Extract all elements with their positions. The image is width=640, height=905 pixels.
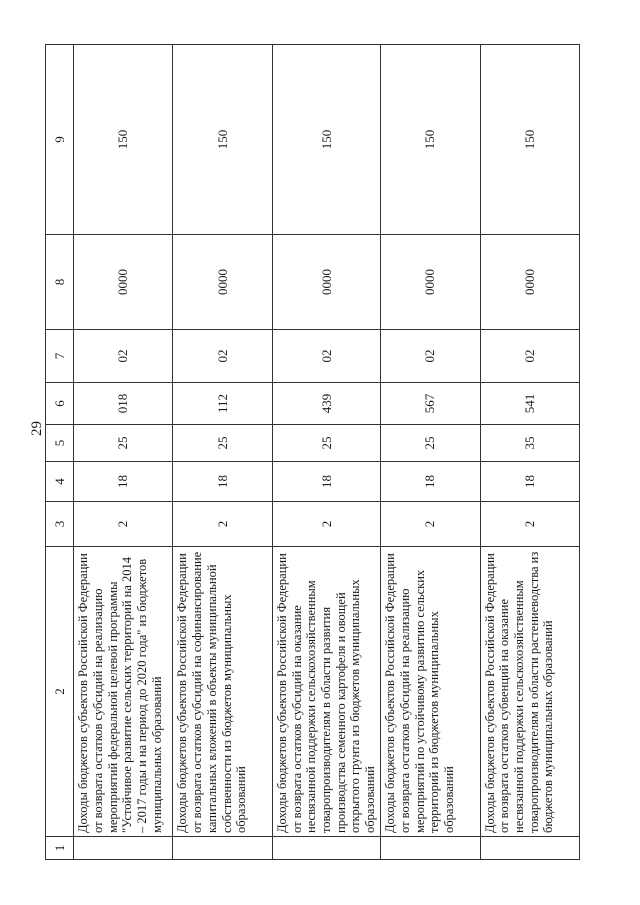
column-header: 8 — [46, 235, 74, 330]
cell-col3: 2 — [74, 502, 173, 547]
cell-col4: 18 — [272, 462, 380, 502]
cell-col5: 25 — [272, 425, 380, 462]
cell-col1 — [74, 837, 173, 860]
cell-col9: 150 — [272, 45, 380, 235]
cell-col7: 02 — [173, 330, 272, 383]
cell-description: Доходы бюджетов субъектов Российской Федерации от возврата остатков субвенций на оказание несвязанной поддержки сельскохозяйственным товаропроизводителям в области растениеводства из бюджетов муниципальных образований — [480, 547, 579, 837]
table-row — [173, 45, 272, 860]
cell-col8: 0000 — [74, 235, 173, 330]
cell-col4: 18 — [173, 462, 272, 502]
cell-col6: 439 — [272, 383, 380, 425]
cell-col8: 0000 — [480, 235, 579, 330]
cell-col9: 150 — [381, 45, 480, 235]
cell-col3: 2 — [381, 502, 480, 547]
header-row — [46, 45, 74, 860]
cell-col6: 018 — [74, 383, 173, 425]
column-header: 1 — [46, 837, 74, 860]
cell-col4: 18 — [74, 462, 173, 502]
cell-col5: 25 — [381, 425, 480, 462]
page-number: 29 — [29, 421, 45, 436]
cell-col5: 25 — [74, 425, 173, 462]
table-row — [480, 45, 579, 860]
cell-description: Доходы бюджетов субъектов Российской Федерации от возврата остатков субсидий на реализацию мероприятий федеральной целевой программы "Устойчивое развитие сельских территорий на 2014 – 2017 годы и на период до 2020 года" из бюджетов муниципальных образований — [74, 547, 173, 837]
column-header: 3 — [46, 502, 74, 547]
cell-col9: 150 — [173, 45, 272, 235]
table-row — [381, 45, 480, 860]
column-header: 9 — [46, 45, 74, 235]
cell-description: Доходы бюджетов субъектов Российской Федерации от возврата остатков субсидий на софинансирование капитальных вложений в объекты муниципальной собственности из бюджетов муниципальных образований — [173, 547, 272, 837]
cell-description: Доходы бюджетов субъектов Российской Федерации от возврата остатков субсидий на оказание несвязанной поддержки сельскохозяйственным товаропроизводителям в области развития производства семенного картофеля и овощей открытого грунта из бюджетов муниципальных образований — [272, 547, 380, 837]
cell-col6: 541 — [480, 383, 579, 425]
cell-col7: 02 — [480, 330, 579, 383]
table-row — [74, 45, 173, 860]
cell-col7: 02 — [381, 330, 480, 383]
cell-col3: 2 — [173, 502, 272, 547]
column-header: 4 — [46, 462, 74, 502]
cell-col3: 2 — [272, 502, 380, 547]
cell-col3: 2 — [480, 502, 579, 547]
rotated-page — [45, 45, 580, 860]
column-header: 6 — [46, 383, 74, 425]
cell-col8: 0000 — [381, 235, 480, 330]
cell-col4: 18 — [381, 462, 480, 502]
cell-col1 — [480, 837, 579, 860]
cell-col9: 150 — [480, 45, 579, 235]
column-header: 7 — [46, 330, 74, 383]
cell-col6: 567 — [381, 383, 480, 425]
column-header: 2 — [46, 547, 74, 837]
cell-col7: 02 — [272, 330, 380, 383]
cell-col8: 0000 — [272, 235, 380, 330]
cell-col4: 18 — [480, 462, 579, 502]
cell-description: Доходы бюджетов субъектов Российской Федерации от возврата остатков субсидий на реализацию мероприятий по устойчивому развитию сельских территорий из бюджетов муниципальных образований — [381, 547, 480, 837]
cell-col1 — [272, 837, 380, 860]
cell-col7: 02 — [74, 330, 173, 383]
cell-col1 — [381, 837, 480, 860]
column-header: 5 — [46, 425, 74, 462]
cell-col8: 0000 — [173, 235, 272, 330]
cell-col9: 150 — [74, 45, 173, 235]
cell-col5: 25 — [173, 425, 272, 462]
cell-col1 — [173, 837, 272, 860]
cell-col6: 112 — [173, 383, 272, 425]
budget-codes-table — [45, 44, 580, 860]
table-row — [272, 45, 380, 860]
cell-col5: 35 — [480, 425, 579, 462]
